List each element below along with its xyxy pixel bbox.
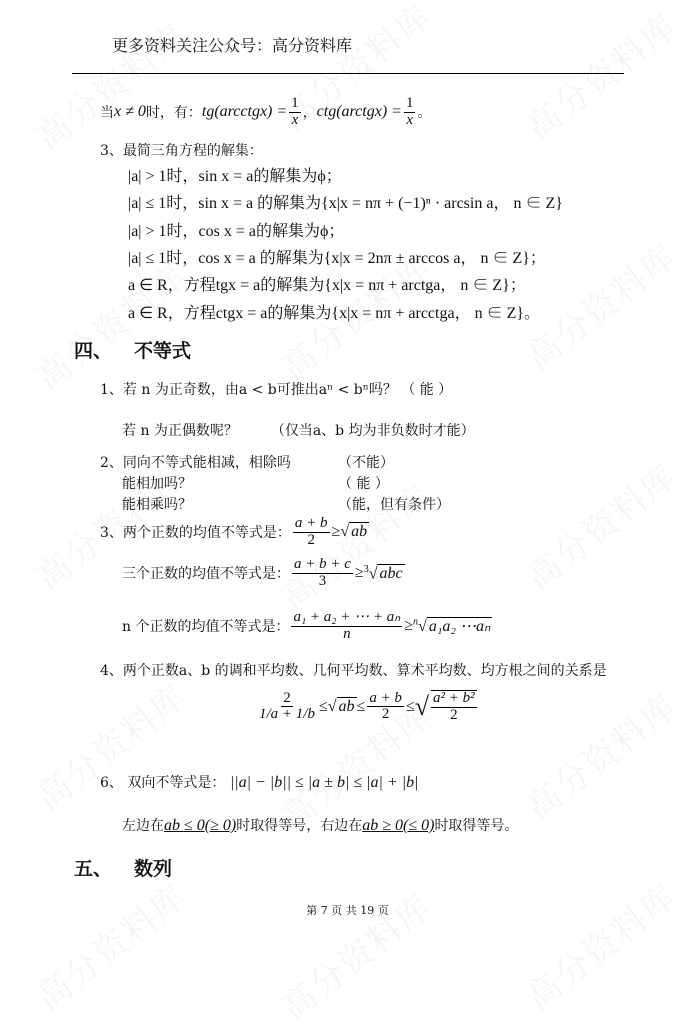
fraction: $\frac{a + b + c}{3}$	[294, 556, 351, 589]
am-gm-n	[122, 610, 492, 643]
heading-title: 数列	[134, 858, 173, 880]
sqrt: √ ab	[340, 523, 368, 541]
sqrt: $^3$√ abc	[363, 563, 403, 582]
harmonic-mean: $\frac{2}{1/a + 1/b}$	[259, 689, 315, 723]
trig-solution-1: |a| > 1时，sin x = a的解集为ϕ；	[128, 168, 342, 185]
answer-2b: （ 能 ）	[338, 476, 389, 492]
section-heading-4	[74, 336, 191, 363]
am-gm-2	[100, 516, 369, 549]
geometric-mean: √ ab	[327, 697, 355, 715]
question-6	[100, 772, 419, 792]
label: n 个正数的均值不等式是：	[122, 619, 290, 636]
question-2: 2、同向不等式能相减，相除吗	[100, 455, 291, 471]
text: 当	[100, 105, 114, 122]
fraction: $\frac{a + b}{2}$	[294, 515, 328, 548]
watermark	[514, 870, 686, 1019]
question-6b	[122, 815, 518, 835]
text: 若 n 为正偶数呢？	[122, 423, 238, 439]
heading-number: 五、	[74, 858, 113, 880]
watermark	[514, 680, 686, 829]
question-4: 4、两个正数a、b 的调和平均数、几何平均数、算术平均数、均方根之间的关系是	[100, 663, 607, 679]
text: 时取得等号，右边在	[236, 818, 363, 834]
math: ab ≤ 0(≥ 0)	[164, 817, 237, 834]
label: 3、两个正数的均值不等式是：	[100, 525, 291, 542]
math: ||a| − |b|| ≤ |a ± b| ≤ |a| + |b|	[229, 774, 419, 791]
page-number: 第 7 页 共 19 页	[306, 904, 389, 917]
math: ctg(arctgx) =	[316, 103, 402, 121]
trig-solution-3: |a| > 1时，cos x = a的解集为ϕ；	[128, 223, 345, 240]
answer-2c: （能，但有条件）	[338, 497, 450, 513]
math: ≥	[404, 617, 414, 635]
math: x ≠ 0	[114, 103, 146, 121]
text: 时取得等号。	[434, 818, 519, 834]
heading-title: 不等式	[134, 340, 192, 362]
math: ≤	[318, 697, 328, 715]
item-3-title: 3、最简三角方程的解集：	[100, 143, 263, 159]
sqrt: $^n$√ a₁a₂ ⋯aₙ	[413, 616, 491, 636]
watermark	[24, 670, 196, 819]
trig-solution-2: |a| ≤ 1时，sin x = a 的解集为{x|x = nπ + (−1)ⁿ · arcsin a， n ∈ Z}	[128, 195, 563, 212]
trig-solution-6: a ∈ R，方程ctgx = a的解集为{x|x = nπ + arcctga， n ∈ Z}。	[128, 305, 541, 322]
question-2c: 能相乘吗？	[122, 497, 192, 513]
watermark	[514, 450, 686, 599]
means-inequality	[255, 690, 479, 724]
math: ≤	[405, 697, 415, 715]
fraction: $\frac{1}{x}$	[291, 95, 299, 128]
heading-number: 四、	[74, 340, 113, 362]
fraction: $\frac{1}{x}$	[405, 95, 414, 128]
page-header: 更多资料关注公众号：高分资料库	[112, 36, 353, 55]
watermark	[24, 870, 196, 1019]
question-1: 1、若 n 为正奇数，由a < b可推出aⁿ < bⁿ吗？ （ 能 ）	[100, 382, 453, 398]
trig-solution-4: |a| ≤ 1时，cos x = a 的解集为{x|x = 2nπ ± arccos a， n ∈ Z}；	[128, 250, 546, 267]
trig-solution-5: a ∈ R，方程tgx = a的解集为{x|x = nπ + arctga， n ∈ Z}；	[128, 277, 526, 294]
header-rule	[72, 73, 624, 74]
label: 三个正数的均值不等式是：	[122, 566, 290, 583]
answer-2: （不能）	[338, 455, 394, 471]
text: 时，有：	[145, 105, 202, 122]
question-1b	[122, 420, 475, 440]
text: 。	[417, 105, 432, 122]
label: 6、 双向不等式是：	[100, 775, 226, 791]
am-gm-3	[122, 557, 405, 590]
text: ，	[302, 105, 317, 122]
watermark	[514, 0, 686, 149]
math: ≥	[331, 523, 341, 541]
section-heading-5	[74, 854, 172, 881]
rms-fraction: $\frac{\text{a² + b²}}{2}$	[433, 690, 475, 723]
answer: （仅当a、b 均为非负数时才能）	[270, 423, 475, 439]
text: 左边在	[122, 818, 164, 834]
math: ≤	[356, 697, 366, 715]
math: ab ≥ 0(≤ 0)	[362, 817, 435, 834]
arithmetic-mean: $\frac{a + b}{2}$	[369, 689, 402, 723]
math: ≥	[354, 564, 364, 582]
root-mean-square: √	[414, 691, 429, 721]
question-2b: 能相加吗？	[122, 476, 192, 492]
fraction: $\frac{\text{a₁ + a₂ + ⋯ + aₙ}}{n}$	[293, 609, 401, 642]
math: tg(arcctgx) =	[201, 103, 288, 121]
inverse-trig-identity	[100, 96, 431, 129]
